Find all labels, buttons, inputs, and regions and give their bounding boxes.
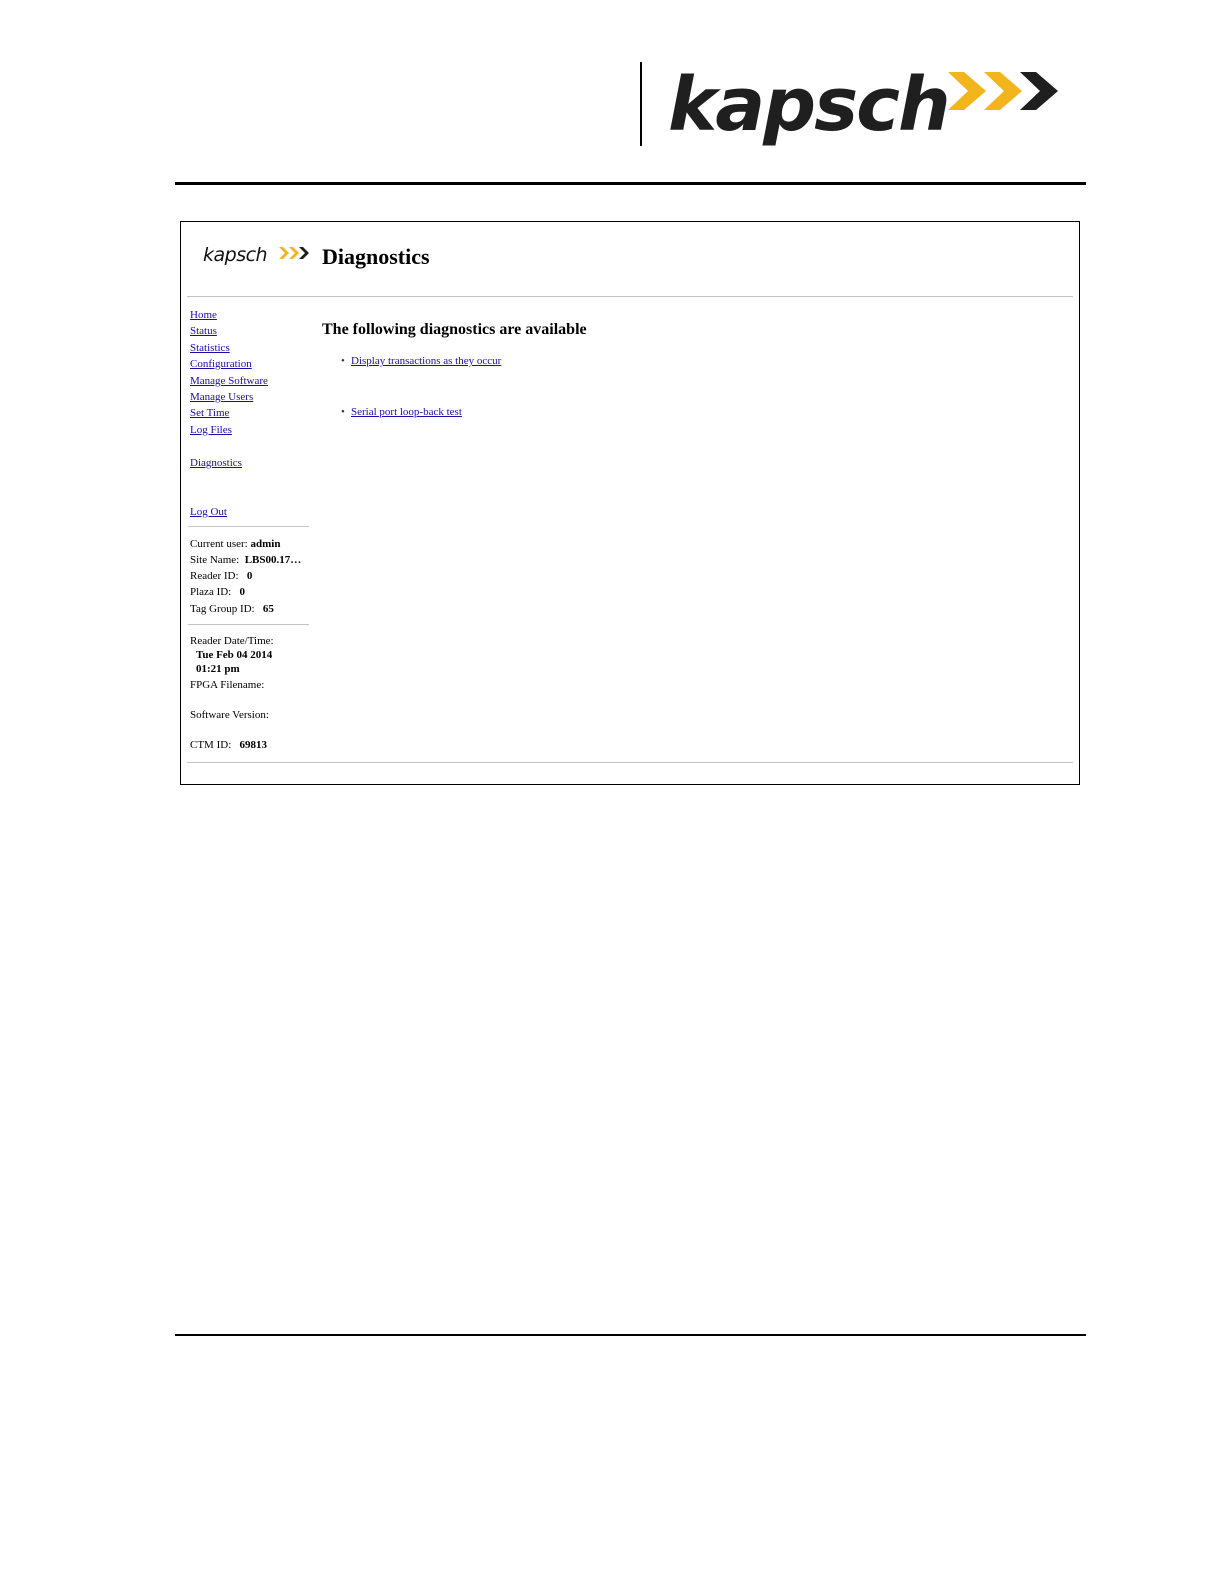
site-name-row [190,553,301,567]
app-logo [203,240,313,270]
nav-home-link[interactable]: Home [190,309,217,321]
tag-group-label: Tag Group ID: [190,603,255,615]
nav-statistics-link[interactable]: Statistics [190,342,230,354]
nav-set-time-link[interactable]: Set Time [190,407,230,419]
kapsch-logo [664,60,1074,150]
tag-group-value: 65 [262,603,274,615]
page-title: Diagnostics [322,244,430,269]
app-logo-chevrons-icon [279,246,311,260]
bullet-icon: • [341,406,345,418]
header-divider [640,62,642,146]
software-version-label: Software Version: [190,709,269,721]
header-rule [175,182,1086,185]
bullet-icon: • [341,355,345,367]
footer-rule [175,1334,1086,1336]
site-name-label: Site Name: [190,554,240,566]
nav-logout-link[interactable]: Log Out [190,506,227,518]
reader-datetime-label: Reader Date/Time: [190,635,274,647]
site-name-value: LBS00.17… [244,554,302,566]
logo-chevrons-icon [946,66,1066,116]
info-divider [188,624,309,625]
footer-divider [187,762,1073,763]
ctm-id-row [190,738,267,752]
reader-date-value: Tue Feb 04 2014 [196,649,273,661]
logo-wordmark: kapsch [668,62,949,148]
list-item [341,354,501,368]
current-user-row [190,537,280,551]
reader-date-row [190,648,272,662]
display-transactions-link[interactable]: Display transactions as they occur [351,355,502,367]
list-item [341,405,462,419]
nav-log-files-link[interactable]: Log Files [190,424,232,436]
ctm-id-label: CTM ID: [190,739,232,751]
app-logo-wordmark: kapsch [203,244,268,266]
nav-manage-software-link[interactable]: Manage Software [190,375,268,387]
diagnostics-screenshot [180,221,1080,785]
diagnostics-heading: The following diagnostics are available [322,321,587,338]
title-divider [187,296,1073,297]
ctm-id-value: 69813 [239,739,267,751]
plaza-id-label: Plaza ID: [190,586,232,598]
serial-loopback-link[interactable]: Serial port loop-back test [351,406,462,418]
reader-time-row [190,662,240,676]
nav-diagnostics-link[interactable]: Diagnostics [190,457,242,469]
current-user-value: admin [250,538,281,550]
reader-id-value: 0 [246,570,253,582]
reader-time-value: 01:21 pm [196,663,240,675]
plaza-id-row [190,585,245,599]
reader-id-label: Reader ID: [190,570,239,582]
nav-manage-users-link[interactable]: Manage Users [190,391,254,403]
nav-status-link[interactable]: Status [190,325,217,337]
reader-id-row [190,569,252,583]
current-user-label: Current user: [190,538,248,550]
fpga-filename-label: FPGA Filename: [190,679,265,691]
plaza-id-value: 0 [239,586,245,598]
nav-configuration-link[interactable]: Configuration [190,358,252,370]
tag-group-row [190,602,274,616]
nav-divider [188,526,309,527]
